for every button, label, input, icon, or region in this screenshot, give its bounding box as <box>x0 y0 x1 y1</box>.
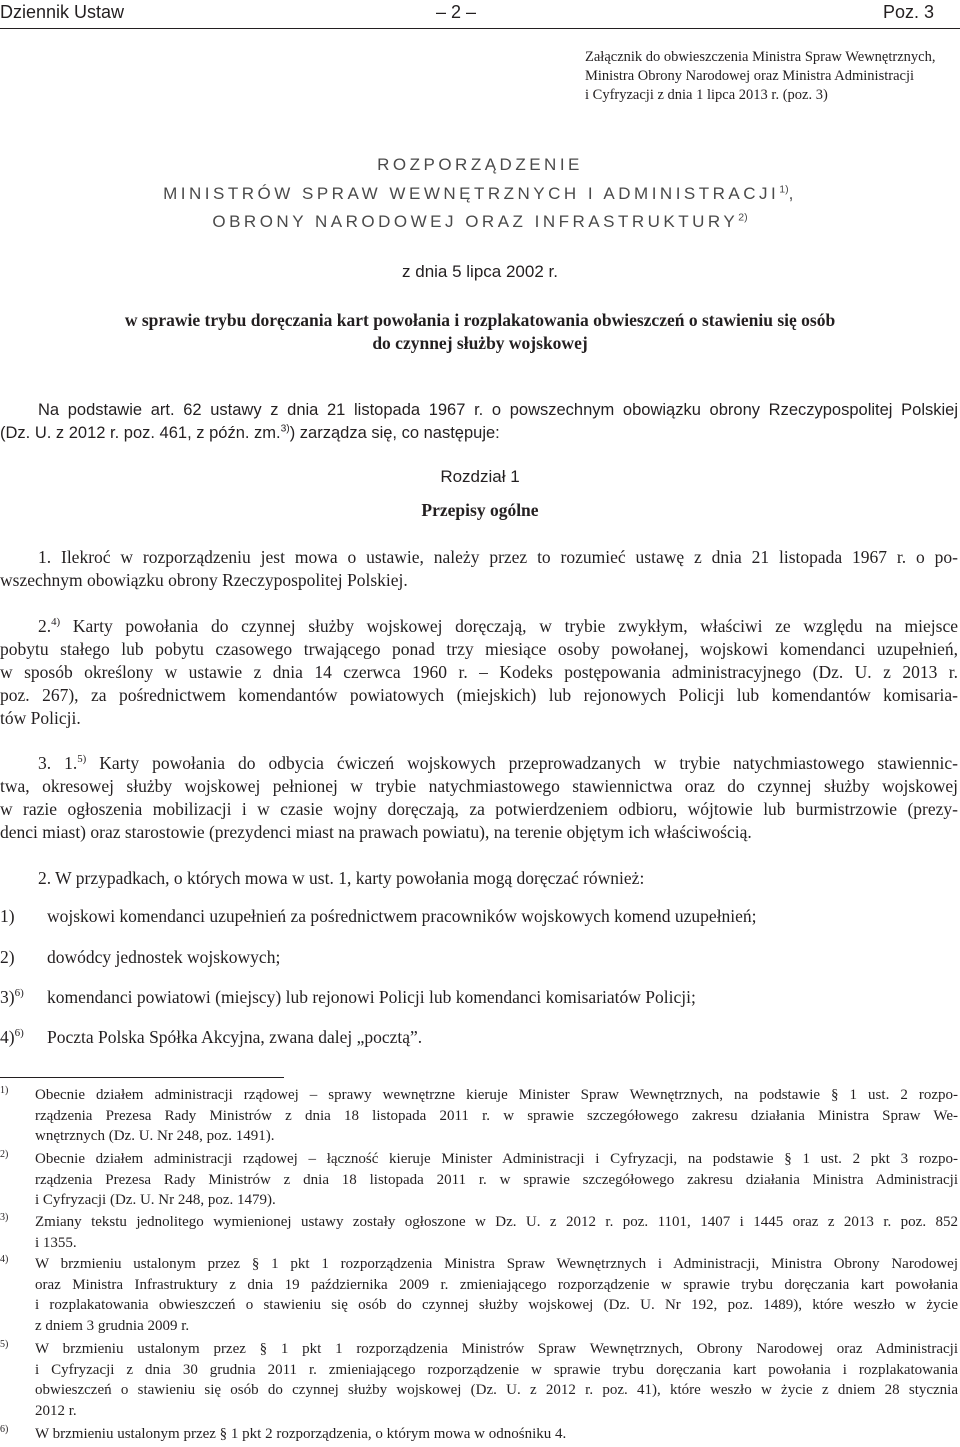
footnote-line: oraz Ministra Infrastruktury z dnia 19 października 2009 r. zmieniającego rozporządzenie w sprawie trybu doręczania kart powołania <box>35 1276 958 1293</box>
paragraph-2-line-5: tów Policji. <box>0 708 81 728</box>
preamble-closing: ) zarządza się, co następuje: <box>289 424 500 442</box>
list-item-number: 1) <box>0 906 15 926</box>
paragraph-2-line-4: poz. 267), za pośrednictwem komendantów powiatowych (miejskich) lub rejonowych Policji lub komendantów komisaria- <box>0 685 958 705</box>
footnote-line: W brzmieniu ustalonym przez § 1 pkt 1 rozporządzenia Ministra Spraw Wewnętrznych i Administracji, Ministra Obrony Narodowej <box>35 1256 958 1272</box>
ministries-text-1: MINISTRÓW SPRAW WEWNĘTRZNYCH I ADMINISTRACJI <box>163 184 780 203</box>
list-item-text: Poczta Polska Spółka Akcyjna, zwana dalej „pocztą”. <box>47 1027 423 1047</box>
paragraph-3 <box>0 752 958 844</box>
issuing-ministries-line-1 <box>0 184 960 204</box>
footnote-line: z dniem 3 grudnia 2009 r. <box>35 1317 190 1334</box>
footnote-text <box>35 1254 958 1336</box>
footnote-text <box>35 1339 958 1421</box>
paragraph-3-line-3: w razie ogłoszenia mobilizacji i w czasie wojny doręczają, za potwierdzeniem odbioru, wójtowie lub burmistrzowie (prezy- <box>0 799 958 819</box>
footnote-number: 5) <box>0 1339 9 1350</box>
footnote-text <box>35 1085 958 1147</box>
footnote-number: 1) <box>0 1085 9 1096</box>
regulation-subject-line-1: w sprawie trybu doręczania kart powołania i rozplakatowania obwieszczeń o stawieniu się osób <box>124 310 836 330</box>
attachment-note-line-2: Ministra Obrony Narodowej oraz Ministra Administracji <box>585 68 915 84</box>
regulation-date: z dnia 5 lipca 2002 r. <box>402 262 558 281</box>
footnote-line: i Cyfryzacji z dnia 30 grudnia 2011 r. zmieniającego rozporządzenie w sprawie trybu doręczania kart powołania i rozplakatowania <box>35 1361 958 1378</box>
list-item-number <box>0 987 24 1008</box>
paragraph-3-line-2: twa, okresowej służby wojskowej pełnionej w trybie natychmiastowego stawiennictwa oraz do czynnej służby wojskowej <box>0 776 958 796</box>
regulation-subject-line-2: do czynnej służby wojskowej <box>372 333 588 353</box>
paragraph-1 <box>0 546 958 592</box>
paragraph-3-number: 3. 1. <box>38 753 78 773</box>
footnote-line: i 1355. <box>35 1234 77 1251</box>
chapter-label: Rozdział 1 <box>440 467 520 486</box>
paragraph-3-line-4: denci miast) oraz starostowie (prezydenci miast na prawach powiatu), na terenie objętym ich właściwością. <box>0 822 752 842</box>
footnote-line: i Cyfryzacji (Dz. U. Nr 248, poz. 1479). <box>35 1192 276 1209</box>
attachment-note-line-3: i Cyfryzacji z dnia 1 lipca 2013 r. (poz. 3) <box>585 87 828 103</box>
list-item-number: 2) <box>0 947 15 967</box>
paragraph-3-text: Karty powołania do odbycia ćwiczeń wojskowych przeprowadzanych w trybie natychmiastowego stawiennic- <box>99 753 958 773</box>
paragraph-2 <box>0 615 958 730</box>
chapter-title: Przepisy ogólne <box>421 500 539 520</box>
footnote-text <box>35 1149 958 1211</box>
footnote-line: 2012 r. <box>35 1402 77 1419</box>
list-item-num-text: 3) <box>0 987 15 1007</box>
paragraph-2-text: Karty powołania do czynnej służby wojskowej doręczają, w trybie zwykłym, właściwi ze względu na miejsce <box>72 616 958 636</box>
list-item-text: wojskowi komendanci uzupełnień za pośrednictwem pracowników wojskowych komend uzupełnień; <box>47 906 757 926</box>
paragraph-2-line-2: pobytu stałego lub pobytu czasowego trwającego ponad trzy miesiące osoby powołanej, wojskowi komendanci uzupełnień, <box>0 639 958 659</box>
footnote-ref-6: 6) <box>14 987 24 1000</box>
footnote-separator <box>0 1077 284 1078</box>
paragraph-3-section-2 <box>0 867 958 890</box>
footnote-line: Obecnie działem administracji rządowej – łączność kieruje Minister Administracji i Cyfryzacji, na podstawie § 1 ust. 2 pkt 3 rozpo- <box>35 1151 958 1167</box>
ministries-comma: , <box>788 184 797 203</box>
position-number: Poz. 3 <box>883 2 935 22</box>
preamble-line-2 <box>0 422 958 445</box>
list-item-text: dowódcy jednostek wojskowych; <box>47 947 281 967</box>
list-item-text: komendanci powiatowi (miejscy) lub rejonowi Policji lub komendanci komisariatów Policji; <box>47 987 696 1007</box>
footnote-text <box>35 1212 958 1253</box>
paragraph-2-line-3: w sposób określony w ustawie z dnia 14 czerwca 1960 r. – Kodeks postępowania administracyjnego (Dz. U. z 2013 r. <box>0 662 958 682</box>
attachment-note-line-1: Załącznik do obwieszczenia Ministra Spraw Wewnętrznych, <box>585 49 936 65</box>
footnote-ref-6: 6) <box>14 1027 24 1040</box>
paragraph-2-line-1 <box>0 615 958 638</box>
footnote-number: 2) <box>0 1149 9 1160</box>
paragraph-1-line-2: wszechnym obowiązku obrony Rzeczypospolitej Polskiej. <box>0 570 408 590</box>
footnote-line: obwieszczeń o stawieniu się osób do czynnej służby wojskowej (Dz. U. z 2012 r. poz. 41), które weszło w życie z dniem 28 stycznia <box>35 1382 958 1399</box>
footnote-line: Zmiany tekstu jednolitego wymienionej ustawy zostały ogłoszone w Dz. U. z 2012 r. poz. 1101, 1407 i 1445 oraz z 2013 r. poz. 852 <box>35 1214 958 1230</box>
regulation-heading: ROZPORZĄDZENIE <box>377 155 583 174</box>
list-item-num-text: 4) <box>0 1027 15 1047</box>
footnote-line: wnętrznych (Dz. U. Nr 248, poz. 1491). <box>35 1128 275 1145</box>
ministries-text-2: OBRONY NARODOWEJ ORAZ INFRASTRUKTURY <box>212 212 739 231</box>
footnote-line: rządzenia Prezesa Rady Ministrów z dnia 18 listopada 2011 r. w sprawie szczegółowego zakresu działania Ministra Administracji <box>35 1171 958 1188</box>
list-item-number <box>0 1027 24 1048</box>
footnote-line: W brzmieniu ustalonym przez § 1 pkt 1 rozporządzenia Ministrów Spraw Wewnętrznych, Obrony Narodowej oraz Administracji <box>35 1341 958 1357</box>
paragraph-2-number: 2. <box>38 616 52 636</box>
footnote-ref-4: 4) <box>51 616 61 629</box>
footnote-line: i rozplakatowania obwieszczeń o stawieniu się osób do czynnej służby wojskowej (Dz. U. Nr 192, poz. 1489), które weszło w życie <box>35 1297 958 1314</box>
footnote-ref-5: 5) <box>77 753 87 766</box>
preamble-citation: (Dz. U. z 2012 r. poz. 461, z późn. zm. <box>0 424 281 442</box>
footnote-line: W brzmieniu ustalonym przez § 1 pkt 2 rozporządzenia, o którym mowa w odnośniku 4. <box>35 1426 567 1442</box>
footnote-ref-2: 2) <box>738 211 748 224</box>
footnote-number: 3) <box>0 1212 9 1223</box>
preamble-line-1: Na podstawie art. 62 ustawy z dnia 21 listopada 1967 r. o powszechnym obowiązku obrony Rzeczypospolitej Polskiej <box>38 401 958 419</box>
publication-name: Dziennik Ustaw <box>0 2 125 22</box>
issuing-ministries-line-2 <box>0 212 960 232</box>
footnote-ref-3: 3) <box>280 423 290 435</box>
header-rule <box>0 28 960 29</box>
paragraph-1-line-1: 1. Ilekroć w rozporządzeniu jest mowa o ustawie, należy przez to rozumieć ustawę z dnia 21 listopada 1967 r. o po- <box>38 547 958 567</box>
footnote-number: 6) <box>0 1424 9 1435</box>
preamble <box>0 399 958 445</box>
page-number: – 2 – <box>436 2 477 22</box>
paragraph-3-line-1 <box>0 752 958 775</box>
paragraph-3-section-2-text: 2. W przypadkach, o których mowa w ust. 1, karty powołania mogą doręczać również: <box>38 868 645 888</box>
footnote-number: 4) <box>0 1254 9 1265</box>
footnote-text <box>35 1424 958 1445</box>
footnote-line: Obecnie działem administracji rządowej – sprawy wewnętrzne kieruje Minister Spraw Wewnętrznych, na podstawie § 1 ust. 2 rozpo- <box>35 1087 958 1103</box>
footnote-line: rządzenia Prezesa Rady Ministrów z dnia 18 listopada 2011 r. w sprawie szczegółowego zakresu działania Ministra Spraw We- <box>35 1107 958 1124</box>
footnote-ref-1: 1) <box>779 183 789 196</box>
